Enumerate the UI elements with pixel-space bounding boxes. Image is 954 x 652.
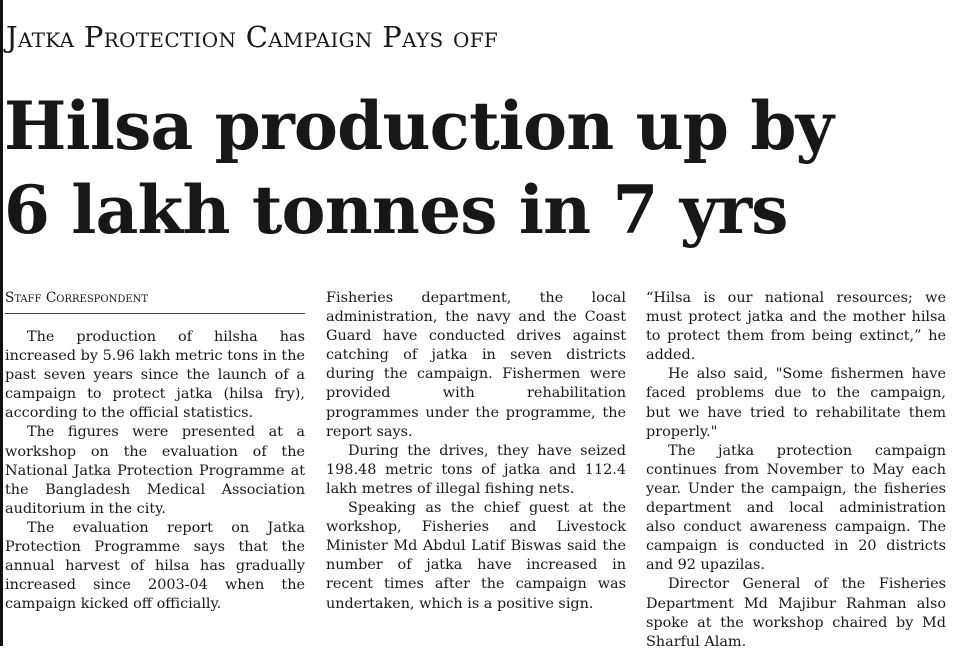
article-column-1 [5,289,305,614]
paragraph-9: The jatka protection campaign continues from November to May each year. Under the campaign, the fisheries department and local administration also conduct awareness campaign. The campaign is conducted in 20 districts and 92 upazilas. [646,442,946,574]
paragraph-3: The evaluation report on Jatka Protection Programme says that the annual harvest of hilsa has gradually increased since 2003-04 when the campaign kicked off officially. [5,519,305,613]
headline-line-1: Hilsa production up by [4,87,834,165]
paragraph-7: “Hilsa is our national resources; we must protect jatka and the mother hilsa to protect them from being extinct,” he added. [646,290,946,364]
paragraph-8: He also said, "Some fishermen have faced problems due to the campaign, but we have tried to rehabilitate them properly." [646,366,946,440]
headline [4,84,833,252]
left-margin-rule [0,0,3,646]
paragraph-4: Fisheries department, the local administration, the navy and the Coast Guard have conducted drives against catching of jatka in seven districts during the campaign. Fishermen were provided with rehabilitation programmes under the programme, the report says. [326,290,626,440]
paragraph-2: The figures were presented at a workshop on the evaluation of the National Jatka Protection Programme at the Bangladesh Medical Association auditorium in the city. [5,424,305,517]
headline-line-2: 6 lakh tonnes in 7 yrs [4,171,788,249]
paragraph-10: Director General of the Fisheries Department Md Majibur Rahman also spoke at the workshop chaired by Md Sharful Alam. [646,576,946,650]
paragraph-1: The production of hilsha has increased by 5.96 lakh metric tons in the past seven years since the launch of a campaign to protect jatka (hilsa fry), according to the official statistics. [5,329,305,422]
kicker-title: Jatka Protection Campaign Pays off [6,20,499,54]
article-column-2 [326,289,626,614]
byline: Staff Correspondent [5,289,305,314]
article-column-3 [646,289,946,652]
paragraph-5: During the drives, they have seized 198.48 metric tons of jatka and 112.4 lakh metres of illegal fishing nets. [326,442,626,497]
paragraph-6: Speaking as the chief guest at the workshop, Fisheries and Livestock Minister Md Abdul Latif Biswas said the number of jatka have increased in recent times after the campaign was undertaken, which is a positive sign. [326,500,626,612]
